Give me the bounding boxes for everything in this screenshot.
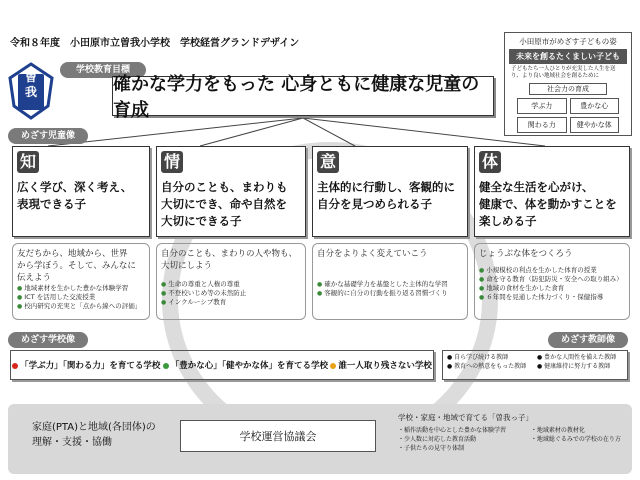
teacher-label: めざす教師像 [548, 332, 628, 348]
city-desc: 子どもたち一人ひとりが充実した人生を送り、より良い地域社会を創るために [511, 66, 616, 79]
pillar-knowledge-kanji: 知 [17, 151, 39, 173]
pillar-emotion [156, 146, 306, 237]
city-panel [504, 32, 632, 136]
community-text: 家庭(PTA)と地域(各団体)の 理解・支援・協働 [32, 422, 156, 448]
city-banner: 未来を創るたくましい子ども [509, 49, 627, 64]
list-item: ● 教育への熱意をもった教師 [447, 363, 527, 370]
list-item: ● 確かな基礎学力を基盤とした主体的な学習 [317, 280, 463, 289]
detail-emotion [156, 243, 306, 320]
school-item-1-text: 「学ぶ力」「関わる力」を育てる学校 [20, 361, 161, 371]
page-header: 令和８年度 小田原市立曽我小学校 学校経営グランドデザイン [10, 38, 300, 49]
school-item-2 [163, 359, 328, 371]
sogakko-item-text: 地域素材の教材化 [536, 427, 585, 434]
school-item-2-text: 「豊かな心」「健やかな体」を育てる学校 [170, 361, 328, 371]
list-item: ・地域素材の教材化 [530, 427, 585, 434]
sogakko-item-text: 子供たちの見守り体制 [404, 445, 465, 452]
list-item: ● ６年間を見通した体力づくり・保健指導 [479, 293, 625, 302]
teacher-image-box [442, 350, 628, 380]
list-item: ● インクルーシブ教育 [161, 298, 301, 307]
school-image-row [10, 350, 434, 380]
school-goal: 確かな学力をもった 心身ともに健康な児童の育成 [112, 76, 494, 116]
pillar-knowledge-text: 広く学び、深く考え、 表現できる子 [17, 180, 133, 211]
list-item: ● 豊かな人間性を備えた教師 [537, 354, 617, 361]
detail-knowledge-main: 友だちから、地域から、世界 から学ぼう。そして、みんなに 伝えよう [17, 249, 136, 283]
list-item: ● 生命の尊重と人権の尊重 [161, 280, 301, 289]
pillar-body-text: 健全な生活を心がけ、 健康で、体を動かすことを 楽しめる子 [479, 180, 617, 228]
chip-relate: 関わる力 [517, 117, 567, 133]
society-box: 社会力の育成 [529, 83, 607, 95]
sogakko-item-text: 地域総ぐるみでの学校の在り方 [536, 436, 621, 443]
list-item: ● 校内研究の充実と「点から線への評価」 [17, 302, 145, 311]
pillar-will-text: 主体的に行動し、客観的に 自分を見つめられる子 [317, 180, 455, 211]
sogakko-title: 学校・家庭・地域で育てる「曽我っ子」 [398, 413, 533, 422]
chip-body: 健やかな体 [570, 117, 620, 133]
list-item: ● 自ら学び続ける教師 [447, 354, 509, 361]
emblem-bottom: 我 [24, 85, 37, 99]
list-item: ● 客観的に自分の行動を振り返る習慣づくり [317, 289, 463, 298]
teacher-item-text: 健康維持に努力する教師 [544, 363, 611, 370]
detail-emotion-main: 自分のことも、まわりの人や物も、 大切にしよう [161, 249, 298, 271]
sogakko-item-text: 稲作活動を中心とした豊かな体験学習 [404, 427, 507, 434]
list-item: ・稲作活動を中心とした豊かな体験学習 [398, 427, 507, 434]
detail-body-main: じょうぶな体をつくろう [479, 249, 573, 259]
pillar-will [312, 146, 468, 237]
school-item-3 [330, 359, 432, 371]
list-item: ・地域総ぐるみでの学校の在り方 [530, 436, 621, 443]
yellow-dot-icon [330, 363, 336, 369]
school-label: めざす学校像 [8, 332, 88, 348]
green-dot-icon [163, 363, 169, 369]
list-item: ● 健康維持に努力する教師 [537, 363, 611, 370]
list-item: ● 地域の食材を生かした食育 [479, 284, 625, 293]
detail-body [474, 243, 630, 320]
list-item: ● 小規模校の利点を生かした体育の授業 [479, 266, 625, 275]
pillar-body-kanji: 体 [479, 151, 501, 173]
school-item-1 [12, 359, 160, 371]
sogakko-panel [398, 412, 630, 452]
teacher-item-text: 教育への熱意をもった教師 [454, 363, 527, 370]
detail-will [312, 243, 468, 320]
teacher-item-text: 豊かな人間性を備えた教師 [544, 354, 617, 361]
red-dot-icon [12, 363, 18, 369]
pillar-will-kanji: 意 [317, 151, 339, 173]
detail-knowledge [12, 243, 150, 320]
school-item-3-text: 誰一人取り残さない学校 [338, 361, 432, 371]
list-item: ・少人数に対応した教育活動 [398, 436, 477, 443]
teacher-item-text: 自ら学び続ける教師 [454, 354, 509, 361]
city-panel-title: 小田原市がめざす子どもの姿 [519, 37, 617, 46]
goal-label: 学校教育目標 [60, 62, 146, 78]
school-council-box: 学校運営協議会 [180, 420, 376, 452]
list-item: ・子供たちの見守り体制 [398, 445, 465, 452]
emblem-top: 曽 [24, 70, 37, 84]
detail-will-main: 自分をよりよく変えていこう [317, 249, 428, 259]
pillar-emotion-kanji: 情 [161, 151, 183, 173]
pillar-emotion-text: 自分のことも、まわりも 大切にでき、命や自然を 大切にできる子 [161, 180, 288, 228]
list-item: ● ICT を活用した交流授業 [17, 293, 145, 302]
pillar-body [474, 146, 630, 237]
chip-heart: 豊かな心 [570, 98, 620, 114]
list-item: ● 不登校いじめ等の未然防止 [161, 289, 301, 298]
list-item: ● 命を守る教育（防犯防災・安全への取り組み） [479, 275, 625, 284]
chip-learn: 学ぶ力 [517, 98, 567, 114]
pillar-knowledge [12, 146, 150, 237]
list-item: ● 地域素材を生かした豊かな体験学習 [17, 284, 145, 293]
child-label: めざす児童像 [8, 128, 88, 144]
sogakko-item-text: 少人数に対応した教育活動 [404, 436, 477, 443]
